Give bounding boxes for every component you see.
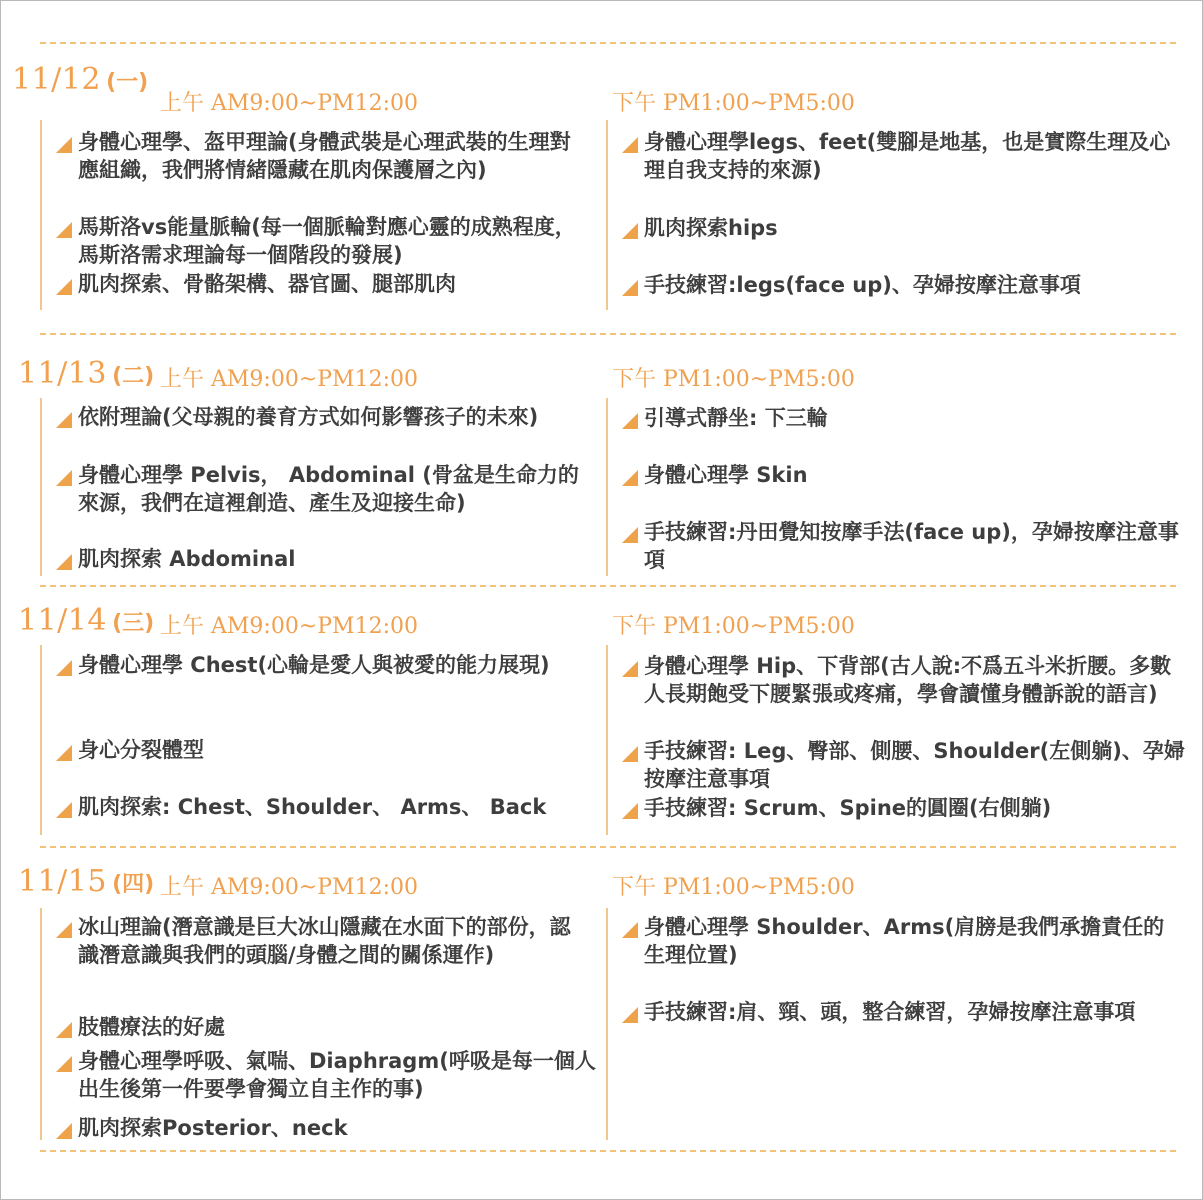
orange-triangle-icon: [56, 1123, 72, 1139]
orange-triangle-icon: [56, 412, 72, 428]
orange-triangle-icon: [56, 1022, 72, 1038]
schedule-item: 肌肉探索Posterior、neck: [54, 1114, 599, 1142]
orange-triangle-icon: [622, 280, 638, 296]
orange-triangle-icon: [56, 922, 72, 938]
column-line: [606, 908, 608, 1140]
schedule-item: 冰山理論(潛意識是巨大冰山隱藏在水面下的部份，認識潛意識與我們的頭腦/身體之間的關係運作): [54, 913, 584, 969]
orange-triangle-icon: [622, 803, 638, 819]
morning-time-label: 上午 AM9:00~PM12:00: [160, 875, 418, 900]
column-line: [40, 120, 42, 310]
orange-triangle-icon: [622, 223, 638, 239]
orange-triangle-icon: [56, 660, 72, 676]
orange-triangle-icon: [56, 137, 72, 153]
orange-triangle-icon: [56, 222, 72, 238]
day-weekday: (二): [112, 364, 155, 389]
schedule-item: 馬斯洛vs能量脈輪(每一個脈輪對應心靈的成熟程度，馬斯洛需求理論每一個階段的發展): [54, 213, 584, 269]
divider-1: [40, 333, 1176, 335]
day-label: [12, 62, 148, 97]
column-line: [40, 645, 42, 835]
schedule-item: 肌肉探索hips: [620, 214, 1190, 242]
schedule-item: 手技練習:肩、頸、頭，整合練習，孕婦按摩注意事項: [620, 998, 1180, 1026]
morning-time-label: 上午 AM9:00~PM12:00: [160, 367, 418, 392]
column-line: [606, 120, 608, 310]
orange-triangle-icon: [56, 279, 72, 295]
schedule-item: 手技練習: Scrum、Spine的圓圈(右側躺): [620, 794, 1195, 822]
morning-time-label: 上午 AM9:00~PM12:00: [160, 91, 418, 116]
divider-3: [40, 846, 1176, 848]
afternoon-time-label: 下午 PM1:00~PM5:00: [612, 91, 855, 116]
schedule-item: 肌肉探索 Abdominal: [54, 545, 584, 573]
orange-triangle-icon: [622, 137, 638, 153]
schedule-item: 身體心理學 Skin: [620, 461, 1190, 489]
afternoon-time-label: 下午 PM1:00~PM5:00: [612, 367, 855, 392]
orange-triangle-icon: [622, 1007, 638, 1023]
orange-triangle-icon: [56, 802, 72, 818]
schedule-item: 身心分裂體型: [54, 736, 584, 764]
divider-bottom: [40, 1150, 1176, 1152]
schedule-item: 手技練習: Leg、臀部、側腰、Shoulder(左側躺)、孕婦按摩注意事項: [620, 737, 1195, 793]
schedule-item: 身體心理學 Shoulder、Arms(肩膀是我們承擔責任的生理位置): [620, 913, 1180, 969]
schedule-item: 身體心理學 Hip、下背部(古人說:不爲五斗米折腰。多數人長期飽受下腰緊張或疼痛，學會讀懂身體訴說的語言): [620, 652, 1180, 708]
day-date: 11/13: [18, 356, 107, 391]
orange-triangle-icon: [622, 470, 638, 486]
orange-triangle-icon: [56, 554, 72, 570]
schedule-item: 肢體療法的好處: [54, 1013, 584, 1041]
day-date: 11/15: [18, 864, 107, 899]
day-date: 11/14: [18, 603, 107, 638]
day-label: [18, 603, 154, 638]
schedule-item: 依附理論(父母親的養育方式如何影響孩子的未來): [54, 403, 584, 431]
schedule-item: 身體心理學 Chest(心輪是愛人與被愛的能力展現): [54, 651, 584, 679]
schedule-item: 身體心理學legs、feet(雙腳是地基，也是實際生理及心理自我支持的來源): [620, 128, 1190, 184]
orange-triangle-icon: [622, 527, 638, 543]
schedule-item: 身體心理學呼吸、氣喘、Diaphragm(呼吸是每一個人出生後第一件要學會獨立自主作的事): [54, 1047, 599, 1103]
afternoon-time-label: 下午 PM1:00~PM5:00: [612, 875, 855, 900]
schedule-item: 引導式靜坐: 下三輪: [620, 404, 1190, 432]
day-weekday: (一): [106, 70, 149, 95]
day-date: 11/12: [12, 62, 101, 97]
orange-triangle-icon: [56, 745, 72, 761]
day-weekday: (三): [112, 611, 155, 636]
divider-top: [40, 42, 1176, 44]
schedule-item: 手技練習:丹田覺知按摩手法(face up)，孕婦按摩注意事項: [620, 518, 1180, 574]
orange-triangle-icon: [56, 470, 72, 486]
schedule-item: 肌肉探索: Chest、Shoulder、 Arms、 Back: [54, 793, 599, 821]
afternoon-time-label: 下午 PM1:00~PM5:00: [612, 614, 855, 639]
orange-triangle-icon: [622, 661, 638, 677]
column-line: [40, 908, 42, 1140]
column-line: [40, 398, 42, 576]
column-line: [606, 398, 608, 576]
schedule-item: 手技練習:legs(face up)、孕婦按摩注意事項: [620, 271, 1190, 299]
column-line: [606, 645, 608, 835]
day-label: [18, 864, 154, 899]
orange-triangle-icon: [56, 1056, 72, 1072]
divider-2: [40, 585, 1176, 587]
morning-time-label: 上午 AM9:00~PM12:00: [160, 614, 418, 639]
day-label: [18, 356, 154, 391]
day-weekday: (四): [112, 872, 155, 897]
schedule-item: 身體心理學 Pelvis， Abdominal (骨盆是生命力的來源，我們在這裡創造、產生及迎接生命): [54, 461, 584, 517]
orange-triangle-icon: [622, 746, 638, 762]
schedule-item: 肌肉探索、骨骼架構、器官圖、腿部肌肉: [54, 270, 584, 298]
orange-triangle-icon: [622, 413, 638, 429]
orange-triangle-icon: [622, 922, 638, 938]
schedule-item: 身體心理學、盔甲理論(身體武裝是心理武裝的生理對應組織，我們將情緒隱藏在肌肉保護層之內): [54, 128, 584, 184]
